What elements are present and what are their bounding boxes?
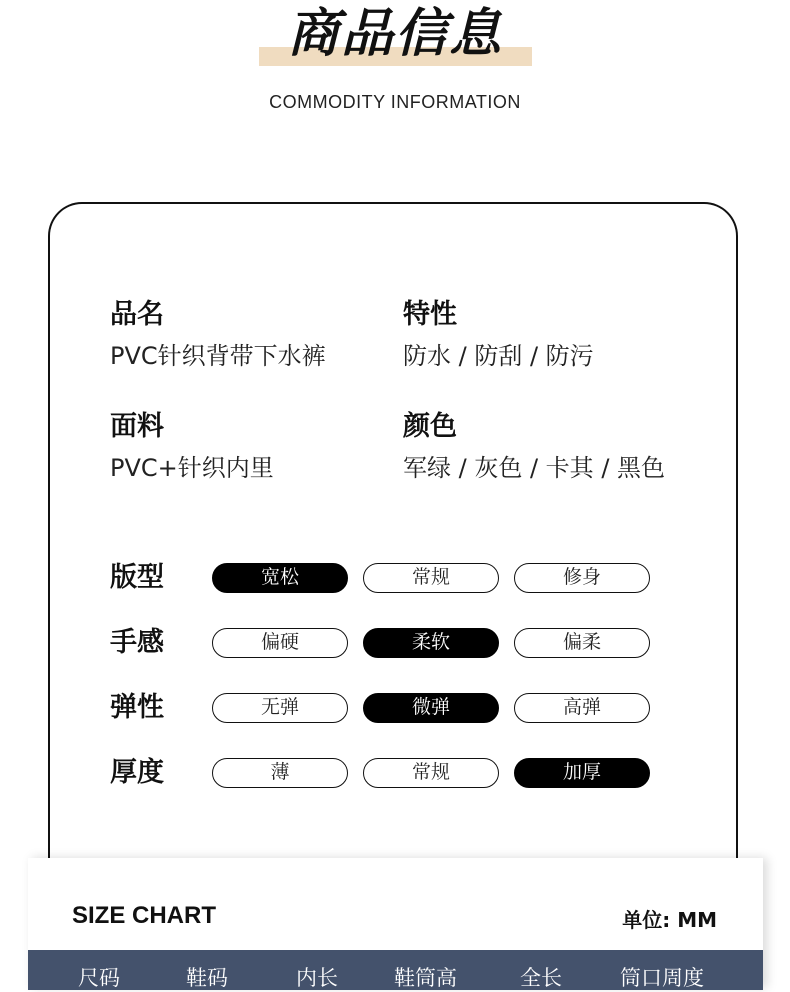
table-header-cell: 鞋码	[186, 966, 228, 990]
info-item-name	[110, 298, 326, 372]
size-chart-panel	[28, 858, 763, 988]
info-label: 特性	[403, 299, 457, 330]
info-item-fabric	[110, 410, 274, 484]
attribute-label: 弹性	[110, 692, 164, 723]
attribute-label: 手感	[110, 627, 164, 658]
size-table-header	[28, 950, 763, 990]
table-header-cell: 尺码	[78, 966, 120, 990]
info-value: 军绿 / 灰色 / 卡其 / 黑色	[403, 454, 666, 482]
attribute-label: 厚度	[110, 757, 164, 788]
table-header-cell: 筒口周度	[620, 966, 704, 990]
option-pill: 高弹	[514, 693, 650, 723]
info-label: 面料	[110, 411, 164, 442]
page-title: 商品信息	[286, 4, 503, 64]
info-label: 颜色	[403, 411, 457, 442]
page-subtitle: COMMODITY INFORMATION	[269, 92, 521, 112]
info-label: 品名	[110, 299, 164, 330]
option-pill: 无弹	[212, 693, 348, 723]
option-pill-selected: 加厚	[514, 758, 650, 788]
option-pill: 常规	[363, 563, 499, 593]
option-pill: 偏柔	[514, 628, 650, 658]
option-pill: 薄	[212, 758, 348, 788]
size-chart-unit: 单位: MM	[622, 908, 717, 932]
option-pill-selected: 柔软	[363, 628, 499, 658]
section-header	[0, 0, 790, 130]
option-pill: 偏硬	[212, 628, 348, 658]
info-value: 防水 / 防刮 / 防污	[403, 342, 594, 370]
option-pill-selected: 微弹	[363, 693, 499, 723]
table-header-cell: 内长	[296, 966, 338, 990]
info-item-features	[403, 298, 594, 372]
info-value: PVC+针织内里	[110, 454, 274, 482]
option-pill: 修身	[514, 563, 650, 593]
option-pill-selected: 宽松	[212, 563, 348, 593]
size-chart-title: SIZE CHART	[72, 902, 216, 929]
attribute-label: 版型	[110, 562, 164, 593]
table-header-cell: 全长	[520, 966, 562, 990]
info-item-colors	[403, 410, 665, 484]
option-pill: 常规	[363, 758, 499, 788]
table-header-cell: 鞋筒高	[394, 966, 457, 990]
info-value: PVC针织背带下水裤	[110, 342, 326, 370]
